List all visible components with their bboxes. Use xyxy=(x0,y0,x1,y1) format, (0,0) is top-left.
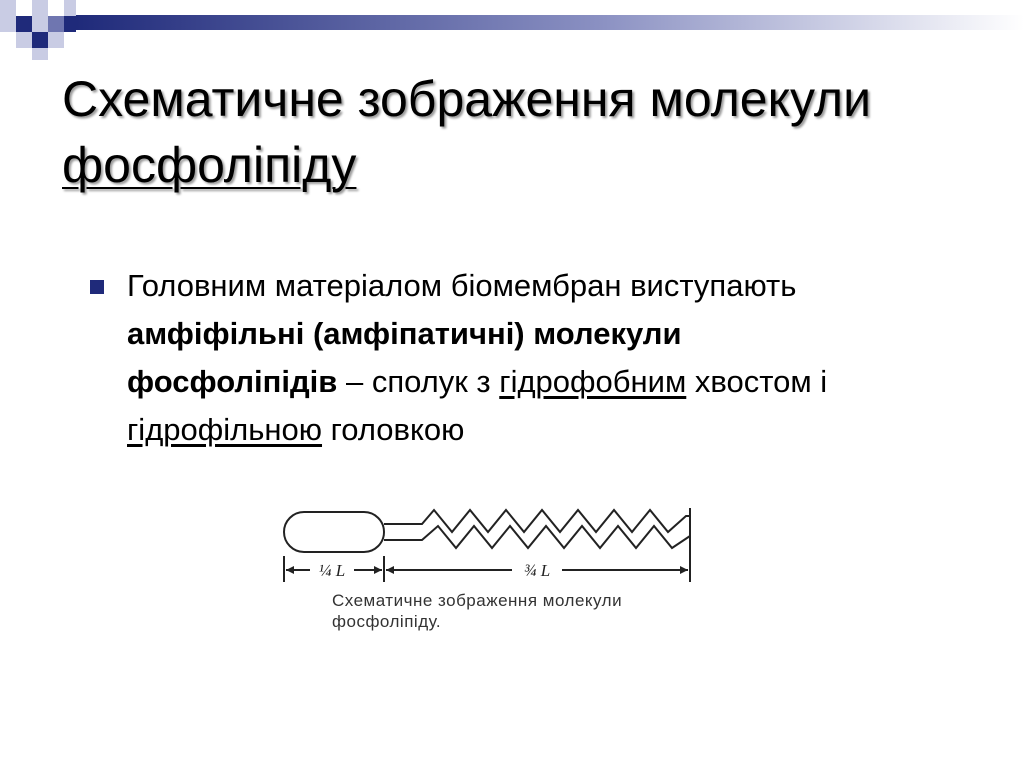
phospholipid-figure xyxy=(262,494,707,640)
square-bullet-icon xyxy=(90,280,104,294)
hydrophilic-head-shape xyxy=(284,512,384,552)
title-text: Схематичне зображення молекули xyxy=(62,71,872,127)
head-length-label: ¼ L xyxy=(318,561,346,580)
arrow-head xyxy=(680,566,688,574)
hydrophobic-tail-lower xyxy=(384,526,690,548)
bullet-text-part: Головним матеріалом біомембран виступають xyxy=(127,268,797,303)
phospholipid-diagram xyxy=(262,494,707,586)
figure-caption: Схематичне зображення молекули фосфоліпіду. xyxy=(332,591,623,631)
tail-length-label: ¾ L xyxy=(523,561,551,580)
hydrophilic-link[interactable]: гідрофільною xyxy=(127,412,323,447)
bullet-text-part: – сполук з xyxy=(337,364,500,399)
slide-title xyxy=(62,66,962,198)
arrow-head xyxy=(286,566,294,574)
hydrophobic-link[interactable]: гідрофобним xyxy=(499,364,687,399)
arrow-head xyxy=(386,566,394,574)
bullet-bold-term: амфіфільні (амфіпатичні) молекули фосфоліпідів xyxy=(127,316,682,399)
slide-decoration xyxy=(0,0,1024,60)
bullet-text-part: хвостом і xyxy=(686,364,828,399)
title-link[interactable]: фосфоліпіду xyxy=(62,137,357,193)
bullet-text-part: головкою xyxy=(322,412,465,447)
arrow-head xyxy=(374,566,382,574)
bullet-text xyxy=(127,262,867,454)
hydrophobic-tail-upper xyxy=(384,510,690,532)
